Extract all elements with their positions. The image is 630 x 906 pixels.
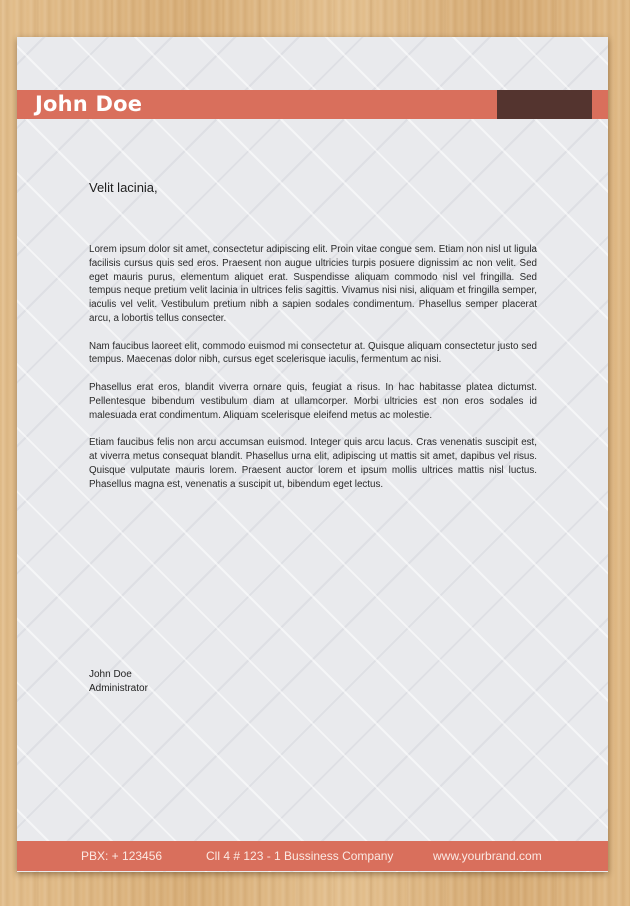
header-accent-block (497, 90, 592, 119)
footer-phone: PBX: + 123456 (81, 849, 163, 863)
body-paragraph-3: Phasellus erat eros, blandit viverra ornare quis, feugiat a risus. In hac habitasse platea dictumst. Pellentesque bibendum vestibulum diam at ullamcorper. Morbi ultricies est non eros sodales id malesuada erat condimentum. Aliquam scelerisque eleifend metus ac molestie. (89, 381, 537, 421)
letter-body (89, 179, 537, 505)
body-paragraph-2: Nam faucibus laoreet elit, commodo euismod mi consectetur at. Quisque aliquam consectetur justo sed tempus. Maecenas dolor nibh, cursus eget scelerisque iaculis, fermentum ac nisi. (89, 340, 537, 366)
body-paragraph-1: Lorem ipsum dolor sit amet, consectetur adipiscing elit. Proin vitae congue sem. Etiam non nisl ut ligula facilisis cursus quis sed eros. Praesent non augue ultricies turpis posuere dignissim ac non velit. Sed eget mauris purus, elementum aliquet erat. Suspendisse aliquam commodo nisl vel fringilla. Sed tempus neque pretium velit lacinia in ultrices felis sagittis. Vivamus nisi nisi, aliquam et fringilla semper, iaculis vel velit. Vestibulum pretium nibh a sapien sodales condimentum. Phasellus semper placerat arcu, a lobortis tellus consecter. (89, 244, 537, 324)
signature-block (89, 668, 148, 696)
footer-website-link[interactable]: www.yourbrand.com (433, 849, 542, 863)
salutation: Velit lacinia, (89, 180, 158, 195)
body-paragraph-4: Etiam faucibus felis non arcu accumsan euismod. Integer quis arcu lacus. Cras venenatis suscipit est, at viverra metus consequat blandit. Phasellus urna elit, adipiscing ut mattis sit amet, dapibus vel risus. Quisque vulputate mauris lorem. Praesent auctor lorem et ipsum mollis ultrices mattis nisl luctus. Phasellus magna est, venenatis a suscipit ut, bibendum eget lectus. (89, 437, 537, 490)
footer-address: Cll 4 # 123 - 1 Bussiness Company (206, 849, 394, 863)
signature-title: Administrator (89, 683, 148, 694)
letterhead-page (17, 37, 608, 872)
footer-band (17, 841, 608, 871)
header-band (17, 90, 608, 119)
signature-name: John Doe (89, 669, 132, 680)
header-name: John Doe (35, 92, 143, 116)
